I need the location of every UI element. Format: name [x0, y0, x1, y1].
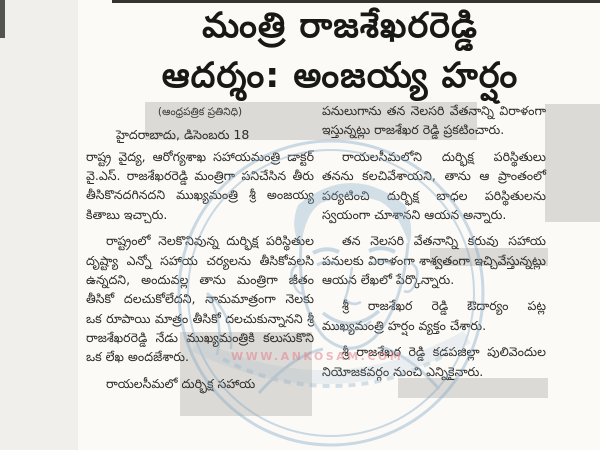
paragraph: రాష్ట్ర వైద్య, ఆరోగ్యశాఖ సహాయమంత్రి డాక్టర్ వై.ఎస్. రాజశేఖరరెడ్డి మంత్రిగా పనిచేసిన తీరు తీసికొనదగినదని ముఖ్యమంత్రి శ్రీ అంజయ్య కితాబు ఇచ్చారు. [86, 148, 314, 222]
paragraph: తన నెలసరి వేతనాన్ని కరువు సహాయ పనులకు విరాళంగా శాశ్వతంగా ఇచ్చివేస్తున్నట్లు ఆయన లేఖలో పేర్కొన్నారు. [322, 233, 546, 287]
headline-line1: మంత్రి రాజశేఖరరెడ్డి [202, 6, 478, 46]
paragraph: రాష్ట్రంలో నెలకొనివున్న దుర్భిక్ష పరిస్థితుల దృష్ట్యా ఎన్నో సహాయ చర్యలను తీసికోవలసి ఉన్నదని, అందువల్ల తాను మంత్రిగా జీతం తీసికో దలచుకోలేదని, నామమాత్రంగా నెలకు ఒక రూపాయి మాత్రం తీసికో దలచుకున్నానని శ్రీ రాజశేఖరరెడ్డి నేడు ముఖ్యమంత్రికి కలుసుకొని ఒక లేఖ అందజేశారు. [86, 233, 314, 365]
paragraph: శ్రీ రాజశేఖర రెడ్డి ఔదార్యం పట్ల ముఖ్యమంత్రి హర్షం వ్యక్తం చేశారు. [322, 298, 546, 333]
headline [80, 2, 600, 101]
article-column-left [86, 104, 314, 393]
dateline: హైదరాబాదు, డిసెంబరు 18 [116, 127, 250, 143]
article-column-right [322, 101, 546, 381]
paragraph: పనులుగాను తన నెలసరి వేతనాన్ని విరాళంగా ఇస్తున్నట్లు రాజశేఖర రెడ్డి ప్రకటించారు. [322, 103, 546, 138]
headline-line2: ఆదర్శం: అంజయ్య హర్షం [161, 55, 519, 96]
byline: (ఆంధ్రపత్రిక ప్రతినిధి) [157, 106, 243, 118]
paragraph: రాయలసీమలోని దుర్భిక్ష పరిస్థితులు తనను కలచివేశాయని, తాను ఆ ప్రాంతంలో పర్యటించి దుర్భిక్ష బాధల పరిస్థితులను స్వయంగా చూశానని ఆయన అన్నారు. [322, 148, 546, 222]
paragraph: రాయలసీమలో దుర్భిక్ష సహాయ [106, 375, 256, 391]
scan-blotch [398, 378, 548, 398]
scan-blotch [545, 104, 600, 222]
paragraph: శ్రీ రాజశేఖర రెడ్డి కడపజిల్లా పులివెందుల నియోజకవర్గం నుంచి ఎన్నికైనారు. [322, 344, 546, 379]
scan-edge-mark [0, 0, 5, 38]
url-watermark: WWW.ANKOSAM.COM [231, 350, 404, 363]
